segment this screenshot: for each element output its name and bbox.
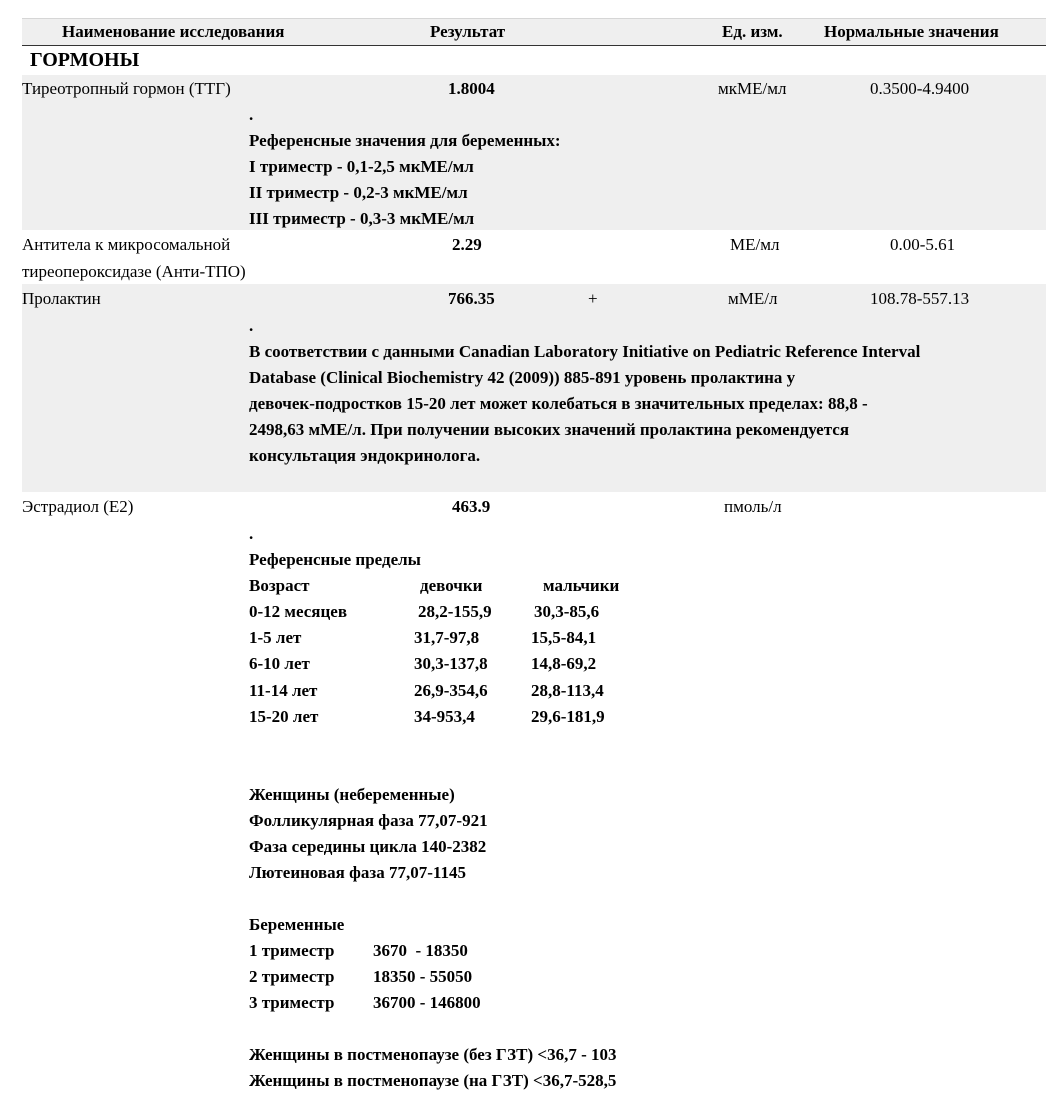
e2-women-line: Фолликулярная фаза 77,07-921 bbox=[249, 811, 488, 830]
e2-table-cell: 31,7-97,8 bbox=[414, 628, 480, 647]
prl-value: 766.35 bbox=[448, 289, 495, 308]
e2-postmeno-line: Женщины в постменопаузе (на ГЗТ) <36,7-528,5 bbox=[249, 1071, 617, 1090]
e2-value: 463.9 bbox=[452, 497, 491, 516]
e2-table-head-age: Возраст bbox=[249, 576, 310, 595]
atpo-name-line1: Антитела к микросомальной bbox=[22, 235, 231, 254]
prl-unit: мМЕ/л bbox=[728, 289, 778, 308]
header-norm: Нормальные значения bbox=[824, 22, 999, 41]
prl-note-line: 2498,63 мМЕ/л. При получении высоких значений пролактина рекомендуется bbox=[249, 420, 850, 439]
e2-unit: пмоль/л bbox=[724, 497, 782, 516]
atpo-unit: МЕ/мл bbox=[730, 235, 780, 254]
atpo-name-line2: тиреопероксидазе (Анти-ТПО) bbox=[22, 262, 246, 281]
e2-pregnant-trimester: 1 триместр bbox=[249, 941, 335, 960]
table-header bbox=[22, 18, 1046, 46]
tsh-note-line: Референсные значения для беременных: bbox=[249, 131, 561, 150]
e2-women-line: Лютеиновая фаза 77,07-1145 bbox=[249, 863, 466, 882]
e2-table-cell: 6-10 лет bbox=[249, 654, 310, 673]
prl-note-line: девочек-подростков 15-20 лет может колебаться в значительных пределах: 88,8 - bbox=[249, 394, 868, 413]
e2-table-cell: 28,2-155,9 bbox=[418, 602, 492, 621]
e2-pregnant-range: 3670 - 18350 bbox=[373, 941, 468, 960]
atpo-value: 2.29 bbox=[452, 235, 482, 254]
tsh-norm: 0.3500-4.9400 bbox=[870, 79, 970, 98]
e2-ref-title: Референсные пределы bbox=[249, 550, 421, 569]
e2-table-cell: 11-14 лет bbox=[249, 681, 318, 700]
e2-women-line: Женщины (небеременные) bbox=[249, 785, 455, 804]
header-result: Результат bbox=[430, 22, 506, 41]
tsh-value: 1.8004 bbox=[448, 79, 495, 98]
prl-dot: . bbox=[249, 316, 254, 335]
e2-table-cell: 28,8-113,4 bbox=[531, 681, 604, 700]
section-title: ГОРМОНЫ bbox=[30, 49, 140, 71]
e2-pregnant-title: Беременные bbox=[249, 915, 345, 934]
e2-pregnant-trimester: 3 триместр bbox=[249, 993, 335, 1012]
e2-table-cell: 0-12 месяцев bbox=[249, 602, 348, 621]
tsh-name: Тиреотропный гормон (ТТГ) bbox=[22, 79, 231, 98]
tsh-dot: . bbox=[249, 105, 254, 124]
e2-table-cell: 26,9-354,6 bbox=[414, 681, 488, 700]
e2-table-cell: 29,6-181,9 bbox=[531, 707, 605, 726]
e2-table-cell: 1-5 лет bbox=[249, 628, 302, 647]
prl-name: Пролактин bbox=[22, 289, 101, 308]
e2-name: Эстрадиол (E2) bbox=[22, 497, 134, 516]
tsh-note-line: II триместр - 0,2-3 мкМЕ/мл bbox=[249, 183, 468, 202]
prl-norm: 108.78-557.13 bbox=[870, 289, 970, 308]
e2-dot: . bbox=[249, 524, 254, 543]
e2-pregnant-range: 18350 - 55050 bbox=[373, 967, 473, 986]
e2-table-cell: 34-953,4 bbox=[414, 707, 475, 726]
e2-women-line: Фаза середины цикла 140-2382 bbox=[249, 837, 487, 856]
atpo-norm: 0.00-5.61 bbox=[890, 235, 956, 254]
e2-postmeno-line: Женщины в постменопаузе (без ГЗТ) <36,7 - 103 bbox=[249, 1045, 617, 1064]
e2-table-cell: 14,8-69,2 bbox=[531, 654, 597, 673]
prl-note-line: консультация эндокринолога. bbox=[249, 446, 481, 465]
e2-table-cell: 15-20 лет bbox=[249, 707, 319, 726]
prl-note-line: Database (Clinical Biochemistry 42 (2009)) 885-891 уровень пролактина у bbox=[249, 368, 796, 387]
tsh-note-line: III триместр - 0,3-3 мкМЕ/мл bbox=[249, 209, 475, 228]
tsh-unit: мкМЕ/мл bbox=[718, 79, 787, 98]
header-name: Наименование исследования bbox=[62, 22, 285, 41]
e2-table-cell: 30,3-137,8 bbox=[414, 654, 488, 673]
e2-table-head-boys: мальчики bbox=[543, 576, 620, 595]
e2-table-cell: 15,5-84,1 bbox=[531, 628, 597, 647]
header-unit: Ед. изм. bbox=[722, 22, 783, 41]
prl-flag: + bbox=[588, 289, 598, 308]
tsh-note-line: I триместр - 0,1-2,5 мкМЕ/мл bbox=[249, 157, 474, 176]
e2-table-cell: 30,3-85,6 bbox=[534, 602, 600, 621]
e2-pregnant-range: 36700 - 146800 bbox=[373, 993, 481, 1012]
e2-pregnant-trimester: 2 триместр bbox=[249, 967, 335, 986]
prl-note-line: В соответствии с данными Canadian Laboratory Initiative on Pediatric Reference Interval bbox=[249, 342, 921, 361]
e2-table-head-girls: девочки bbox=[420, 576, 483, 595]
